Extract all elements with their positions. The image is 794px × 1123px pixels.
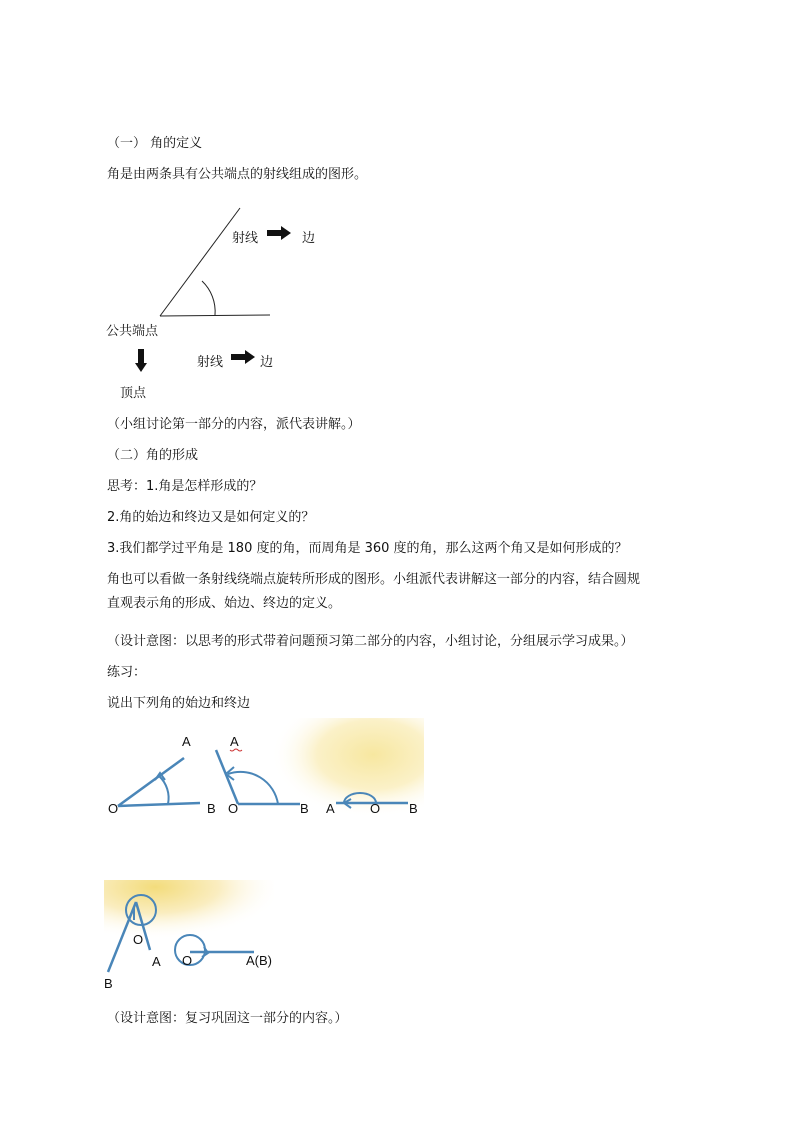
practice-figures-row2	[104, 880, 304, 992]
f5-label-ab: A(B)	[246, 953, 272, 968]
f5-label-o: O	[182, 953, 193, 968]
side-label-2: 边	[260, 354, 274, 369]
vertex-label: 顶点	[120, 385, 147, 400]
question-1: 思考：1.角是怎样形成的？	[107, 479, 263, 494]
ray-lower	[160, 315, 270, 316]
endpoint-label: 公共端点	[106, 323, 159, 338]
section1-heading: （一） 角的定义	[107, 136, 203, 151]
practice-task: 说出下列角的始边和终边	[107, 696, 251, 711]
practice-figures-row1	[104, 718, 424, 823]
angle-definition: 角是由两条具有公共端点的射线组成的图形。	[107, 167, 368, 182]
question-3: 3.我们都学过平角是 180 度的角，而周角是 360 度的角，那么这两个角又是如何形成的？	[107, 541, 628, 556]
f2-label-a: A	[230, 734, 239, 749]
f1-label-o: O	[108, 801, 119, 816]
ray-label-2: 射线	[197, 354, 224, 369]
ray-label: 射线	[232, 230, 259, 245]
group-discussion-note: （小组讨论第一部分的内容，派代表讲解。）	[107, 417, 361, 432]
angle-arc	[202, 281, 215, 315]
f2-label-b: B	[300, 801, 309, 816]
angle-diagram	[100, 200, 420, 410]
f3-label-o: O	[370, 801, 381, 816]
f4-label-o: O	[133, 932, 144, 947]
ray-upper	[160, 208, 240, 316]
f3-label-a: A	[326, 801, 335, 816]
f3-label-b: B	[409, 801, 418, 816]
f4-label-b: B	[104, 976, 113, 991]
right-arrow-icon	[267, 226, 291, 240]
explanation-paragraph: 角也可以看做一条射线绕端点旋转所形成的图形。小组派代表讲解这一部分的内容，结合圆规直观表示角的形成、始边、终边的定义。	[107, 572, 641, 611]
f2-label-o: O	[228, 801, 239, 816]
practice-label: 练习：	[107, 665, 147, 680]
f4-label-a: A	[152, 954, 161, 969]
section2-heading: （二）角的形成	[107, 448, 199, 463]
question-2: 2.角的始边和终边又是如何定义的？	[107, 510, 315, 525]
f1-label-b: B	[207, 801, 216, 816]
down-arrow-icon	[135, 349, 147, 372]
design-intent-1: （设计意图：以思考的形式带着问题预习第二部分的内容，小组讨论，分组展示学习成果。）	[107, 634, 634, 649]
f1-label-a: A	[182, 734, 191, 749]
design-intent-2: （设计意图：复习巩固这一部分的内容。）	[107, 1011, 348, 1026]
side-label: 边	[302, 230, 316, 245]
right-arrow-icon	[231, 350, 255, 364]
background-glow	[254, 718, 424, 823]
